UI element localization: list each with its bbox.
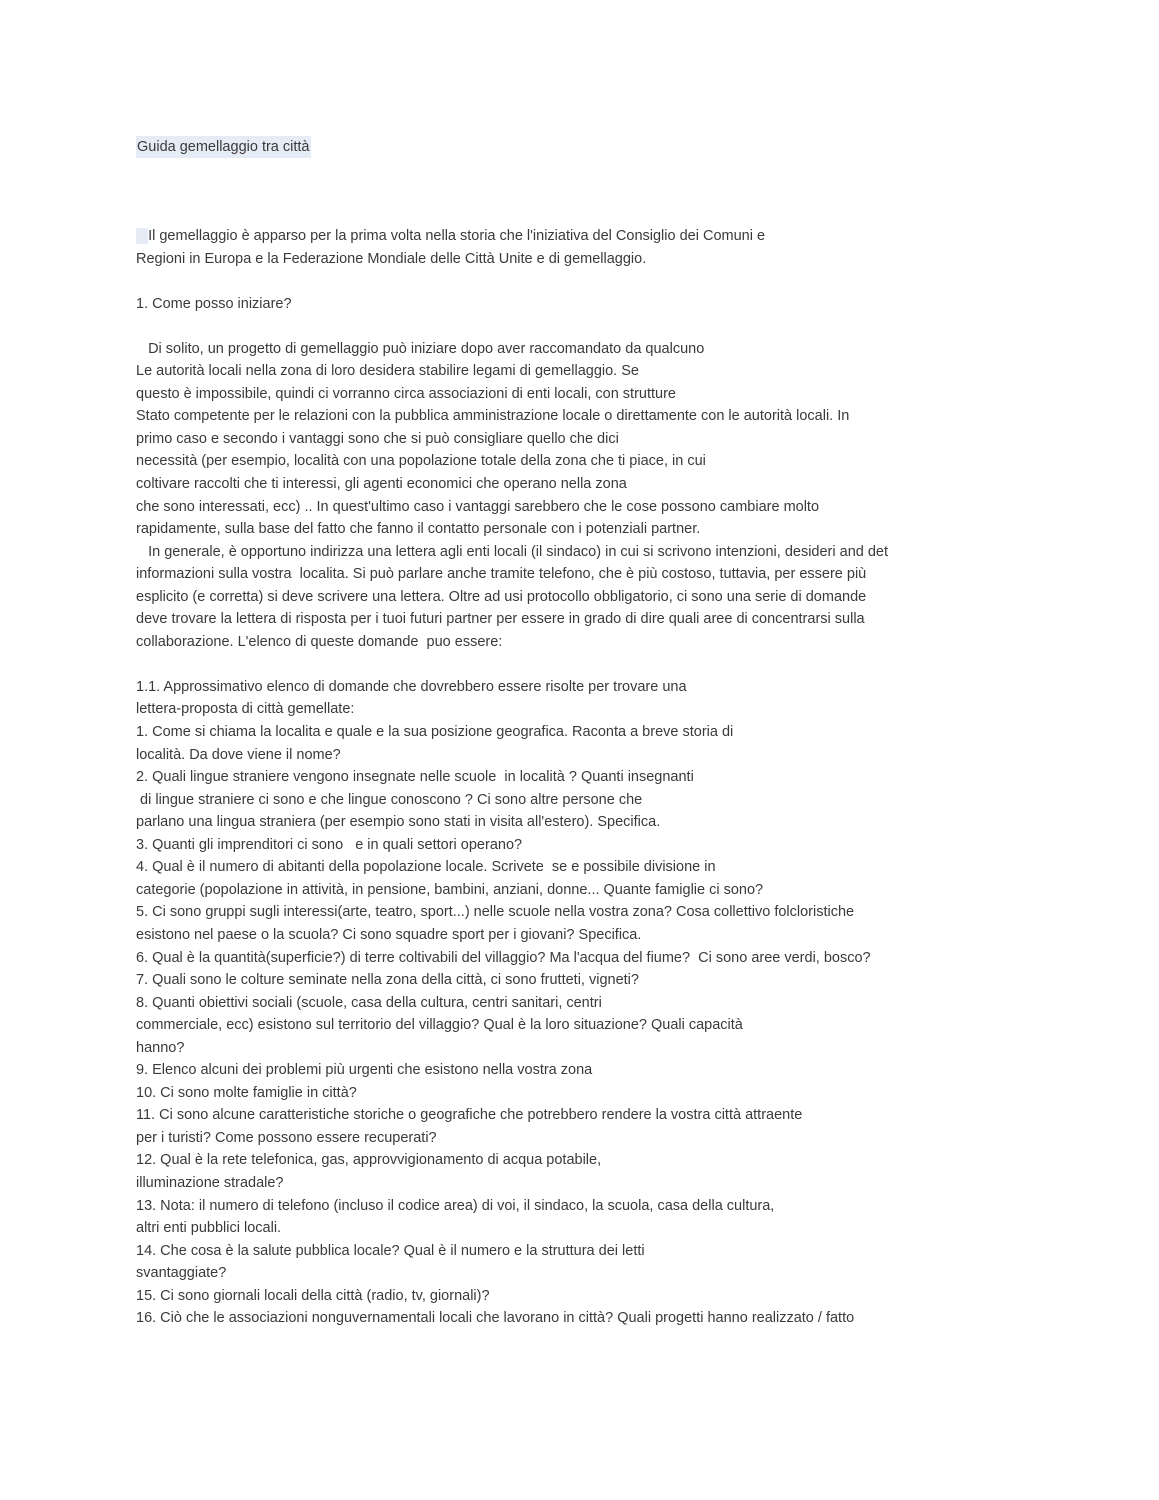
text-line: esplicito (e corretta) si deve scrivere una lettera. Oltre ad usi protocollo obbligatorio, ci sono una serie di domande — [136, 588, 867, 605]
paragraph-gap — [136, 653, 1036, 676]
list-item: svantaggiate? — [136, 1265, 227, 1282]
list-item: 3. Quanti gli imprenditori ci sono e in quali settori operano? — [136, 836, 523, 853]
text-line: Stato competente per le relazioni con la pubblica amministrazione locale o direttamente con le autorità locali. In — [136, 408, 850, 425]
list-item: 9. Elenco alcuni dei problemi più urgenti che esistono nella vostra zona — [136, 1062, 593, 1079]
list-item: località. Da dove viene il nome? — [136, 746, 341, 763]
list-item: 15. Ci sono giornali locali della città (radio, tv, giornali)? — [136, 1287, 490, 1304]
list-item: 16. Ciò che le associazioni nonguvernamentali locali che lavorano in città? Quali progetti hanno realizzato / fatto — [136, 1310, 855, 1327]
list-item: categorie (popolazione in attività, in pensione, bambini, anziani, donne... Quante famiglie ci sono? — [136, 881, 764, 898]
list-item: 1.1. Approssimativo elenco di domande che dovrebbero essere risolte per trovare una — [136, 678, 687, 695]
text-line: deve trovare la lettera di risposta per i tuoi futuri partner per essere in grado di dire quali aree di concentrarsi sulla — [136, 611, 865, 628]
list-item: 8. Quanti obiettivi sociali (scuole, casa della cultura, centri sanitari, centri — [136, 994, 602, 1011]
text-line: necessità (per esempio, località con una popolazione totale della zona che ti piace, in cui — [136, 453, 706, 470]
text-line: Regioni in Europa e la Federazione Mondiale delle Città Unite e di gemellaggio. — [136, 250, 647, 267]
list-item: 7. Quali sono le colture seminate nella zona della città, ci sono frutteti, vigneti? — [136, 972, 639, 989]
list-item: di lingue straniere ci sono e che lingue conoscono ? Ci sono altre persone che — [136, 791, 643, 808]
intro-paragraph — [136, 225, 1036, 270]
text-line: coltivare raccolti che ti interessi, gli agenti economici che operano nella zona — [136, 476, 627, 493]
text-line: che sono interessati, ecc) .. In quest'ultimo caso i vantaggi sarebbero che le cose possono cambiare molto — [136, 498, 820, 515]
text-line — [136, 225, 1036, 248]
list-item: 5. Ci sono gruppi sugli interessi(arte, teatro, sport...) nelle scuole nella vostra zona? Cosa collettivo folcloristiche — [136, 904, 855, 921]
list-item: 6. Qual è la quantità(superficie?) di terre coltivabili del villaggio? Ma l'acqua del fiume? Ci sono aree verdi, bosco? — [136, 949, 871, 966]
list-item: altri enti pubblici locali. — [136, 1220, 282, 1237]
text-line: primo caso e secondo i vantaggi sono che si può consigliare quello che dici — [136, 430, 619, 447]
paragraph-gap — [136, 315, 1036, 338]
document-title: Guida gemellaggio tra città — [136, 136, 311, 158]
section-heading: 1. Come posso iniziare? — [136, 295, 292, 312]
intro-line-1: Il gemellaggio è apparso per la prima volta nella storia che l'iniziativa del Consiglio dei Comuni e — [148, 228, 766, 244]
section1-paragraph-2 — [136, 541, 1036, 654]
text-line: collaborazione. L'elenco di queste domande puo essere: — [136, 633, 503, 650]
list-item: hanno? — [136, 1039, 185, 1056]
list-item: commerciale, ecc) esistono sul territorio del villaggio? Qual è la loro situazione? Quali capacità — [136, 1017, 743, 1034]
list-item: 12. Qual è la rete telefonica, gas, approvvigionamento di acqua potabile, — [136, 1152, 602, 1169]
list-item: 10. Ci sono molte famiglie in città? — [136, 1084, 357, 1101]
paragraph-gap — [136, 270, 1036, 293]
list-item: 1. Come si chiama la localita e quale e la sua posizione geografica. Raconta a breve storia di — [136, 724, 734, 741]
list-item: parlano una lingua straniera (per esempio sono stati in visita all'estero). Specifica. — [136, 814, 661, 831]
questions-list — [136, 676, 1036, 1330]
text-line: Le autorità locali nella zona di loro desidera stabilire legami di gemellaggio. Se — [136, 363, 639, 380]
text-line: In generale, è opportuno indirizza una lettera agli enti locali (il sindaco) in cui si scrivono intenzioni, desideri and det — [136, 543, 889, 560]
text-line: informazioni sulla vostra localita. Si può parlare anche tramite telefono, che è più costoso, tuttavia, per essere più — [136, 566, 867, 583]
list-item: esistono nel paese o la scuola? Ci sono squadre sport per i giovani? Specifica. — [136, 926, 642, 943]
list-item: 13. Nota: il numero di telefono (incluso il codice area) di voi, il sindaco, la scuola, casa della cultura, — [136, 1197, 775, 1214]
list-item: 11. Ci sono alcune caratteristiche storiche o geografiche che potrebbero rendere la vostra città attraente — [136, 1107, 803, 1124]
section1-paragraph-1 — [136, 338, 1036, 541]
text-line: rapidamente, sulla base del fatto che fanno il contatto personale con i potenziali partner. — [136, 521, 701, 538]
list-item: 2. Quali lingue straniere vengono insegnate nelle scuole in località ? Quanti insegnanti — [136, 769, 694, 786]
highlight-marker — [136, 228, 148, 244]
list-item: per i turisti? Come possono essere recuperati? — [136, 1129, 437, 1146]
list-item: 14. Che cosa è la salute pubblica locale? Qual è il numero e la struttura dei letti — [136, 1242, 645, 1259]
text-line: Di solito, un progetto di gemellaggio può iniziare dopo aver raccomandato da qualcuno — [136, 340, 705, 357]
text-line: questo è impossibile, quindi ci vorranno circa associazioni di enti locali, con strutture — [136, 385, 676, 402]
list-item: 4. Qual è il numero di abitanti della popolazione locale. Scrivete se e possibile divisione in — [136, 859, 716, 876]
list-item: lettera-proposta di città gemellate: — [136, 701, 355, 718]
list-item: illuminazione stradale? — [136, 1174, 284, 1191]
document-body — [136, 225, 1036, 1330]
